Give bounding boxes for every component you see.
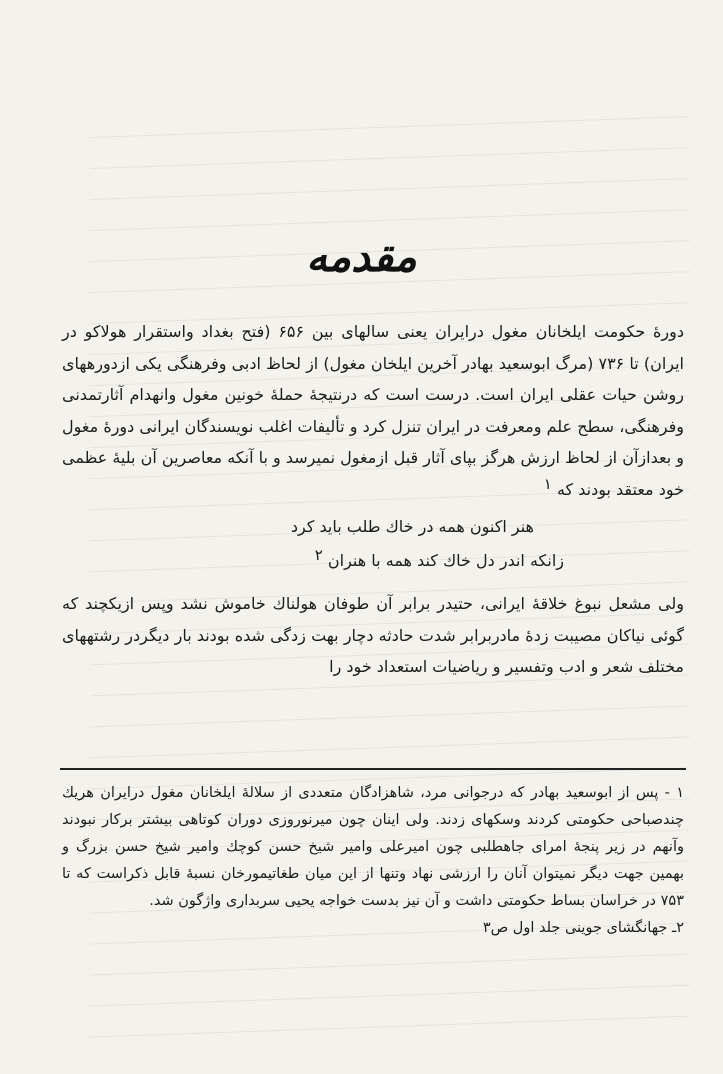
verse-line-2-text: زانکه اندر دل خاك کند همه با هنران [327,551,564,570]
footnote-divider [60,768,686,770]
verse-line-2 [62,544,684,578]
footnote-2: ۲ـ جهانگشای جوینی جلد اول ص۳ [482,920,684,936]
page-title: مقدمه [306,232,417,281]
footnotes [62,780,684,942]
footnote-marker-2: ۲ [314,546,323,564]
footnote-1: ۱ - پس از ابوسعید بهادر که درجوانی مرد، شاهزادگان متعددی از سلالهٔ ایلخانان مغول درایران هریك چندصباحی حکومتی کردند وسکهای زدند. ولی اینان چون میرنوروزی دوران کوتاهی بیشتر برکار نبودند وآنهم در زیر پنجهٔ امرای جاهطلبی چون امیرعلی وامیر شیخ حسن کوچك وامیر شیخ حسن بزرگ و بهمین جهت دیگر نمیتوان آنان را ارزشی نهاد وتنها از این میان طغاتیمورخان نسبهٔ قابل ذکراست که تا ۷۵۳ در خراسان بساط حکومتی داشت و آن نیز بدست خواجه یحیی سربداری واژگون شد. [62,785,684,909]
verse [62,510,684,578]
paragraph-1-text: دورهٔ حکومت ایلخانان مغول درایران یعنی سالهای بین ۶۵۶ (فتح بغداد واستقرار هولاکو در ایران) تا ۷۳۶ (مرگ ابوسعید بهادر آخرین ایلخان مغول) از لحاظ ادبی وفرهنگی یکی ازدورههای روشن حیات عقلی ایران است. درست است که درنتیجهٔ حملهٔ خونین مغول وانهدام آثارتمدنی وفرهنگی، سطح علم ومعرفت در ایران تنزل کرد و تألیفات اغلب نویسندگان ایرانی دورهٔ مغول و بعدازآن از لحاظ ارزش هرگز بپای آثار قبل ازمغول نمیرسد و با آنکه معاصرین آن بلیهٔ عظمی خود معتقد بودند که [62,322,685,499]
footnote-marker-1: ۱ [543,474,552,493]
paragraph-1 [62,316,684,506]
verse-line-1: هنر اکنون همه در خاك طلب باید کرد [290,517,534,536]
main-text [62,316,684,683]
paragraph-2: ولی مشعل نبوغ خلاقهٔ ایرانی، حتیدر برابر آن طوفان هولناك خاموش نشد وپس ازیکچند که گوئی نیاکان مصیبت زدهٔ مادربرابر شدت حادثه دچار بهت زدگی شده بودند بار دیگردر رشتههای مختلف شعر و ادب وتفسیر و ریاضیات استعداد خود را [62,594,684,676]
